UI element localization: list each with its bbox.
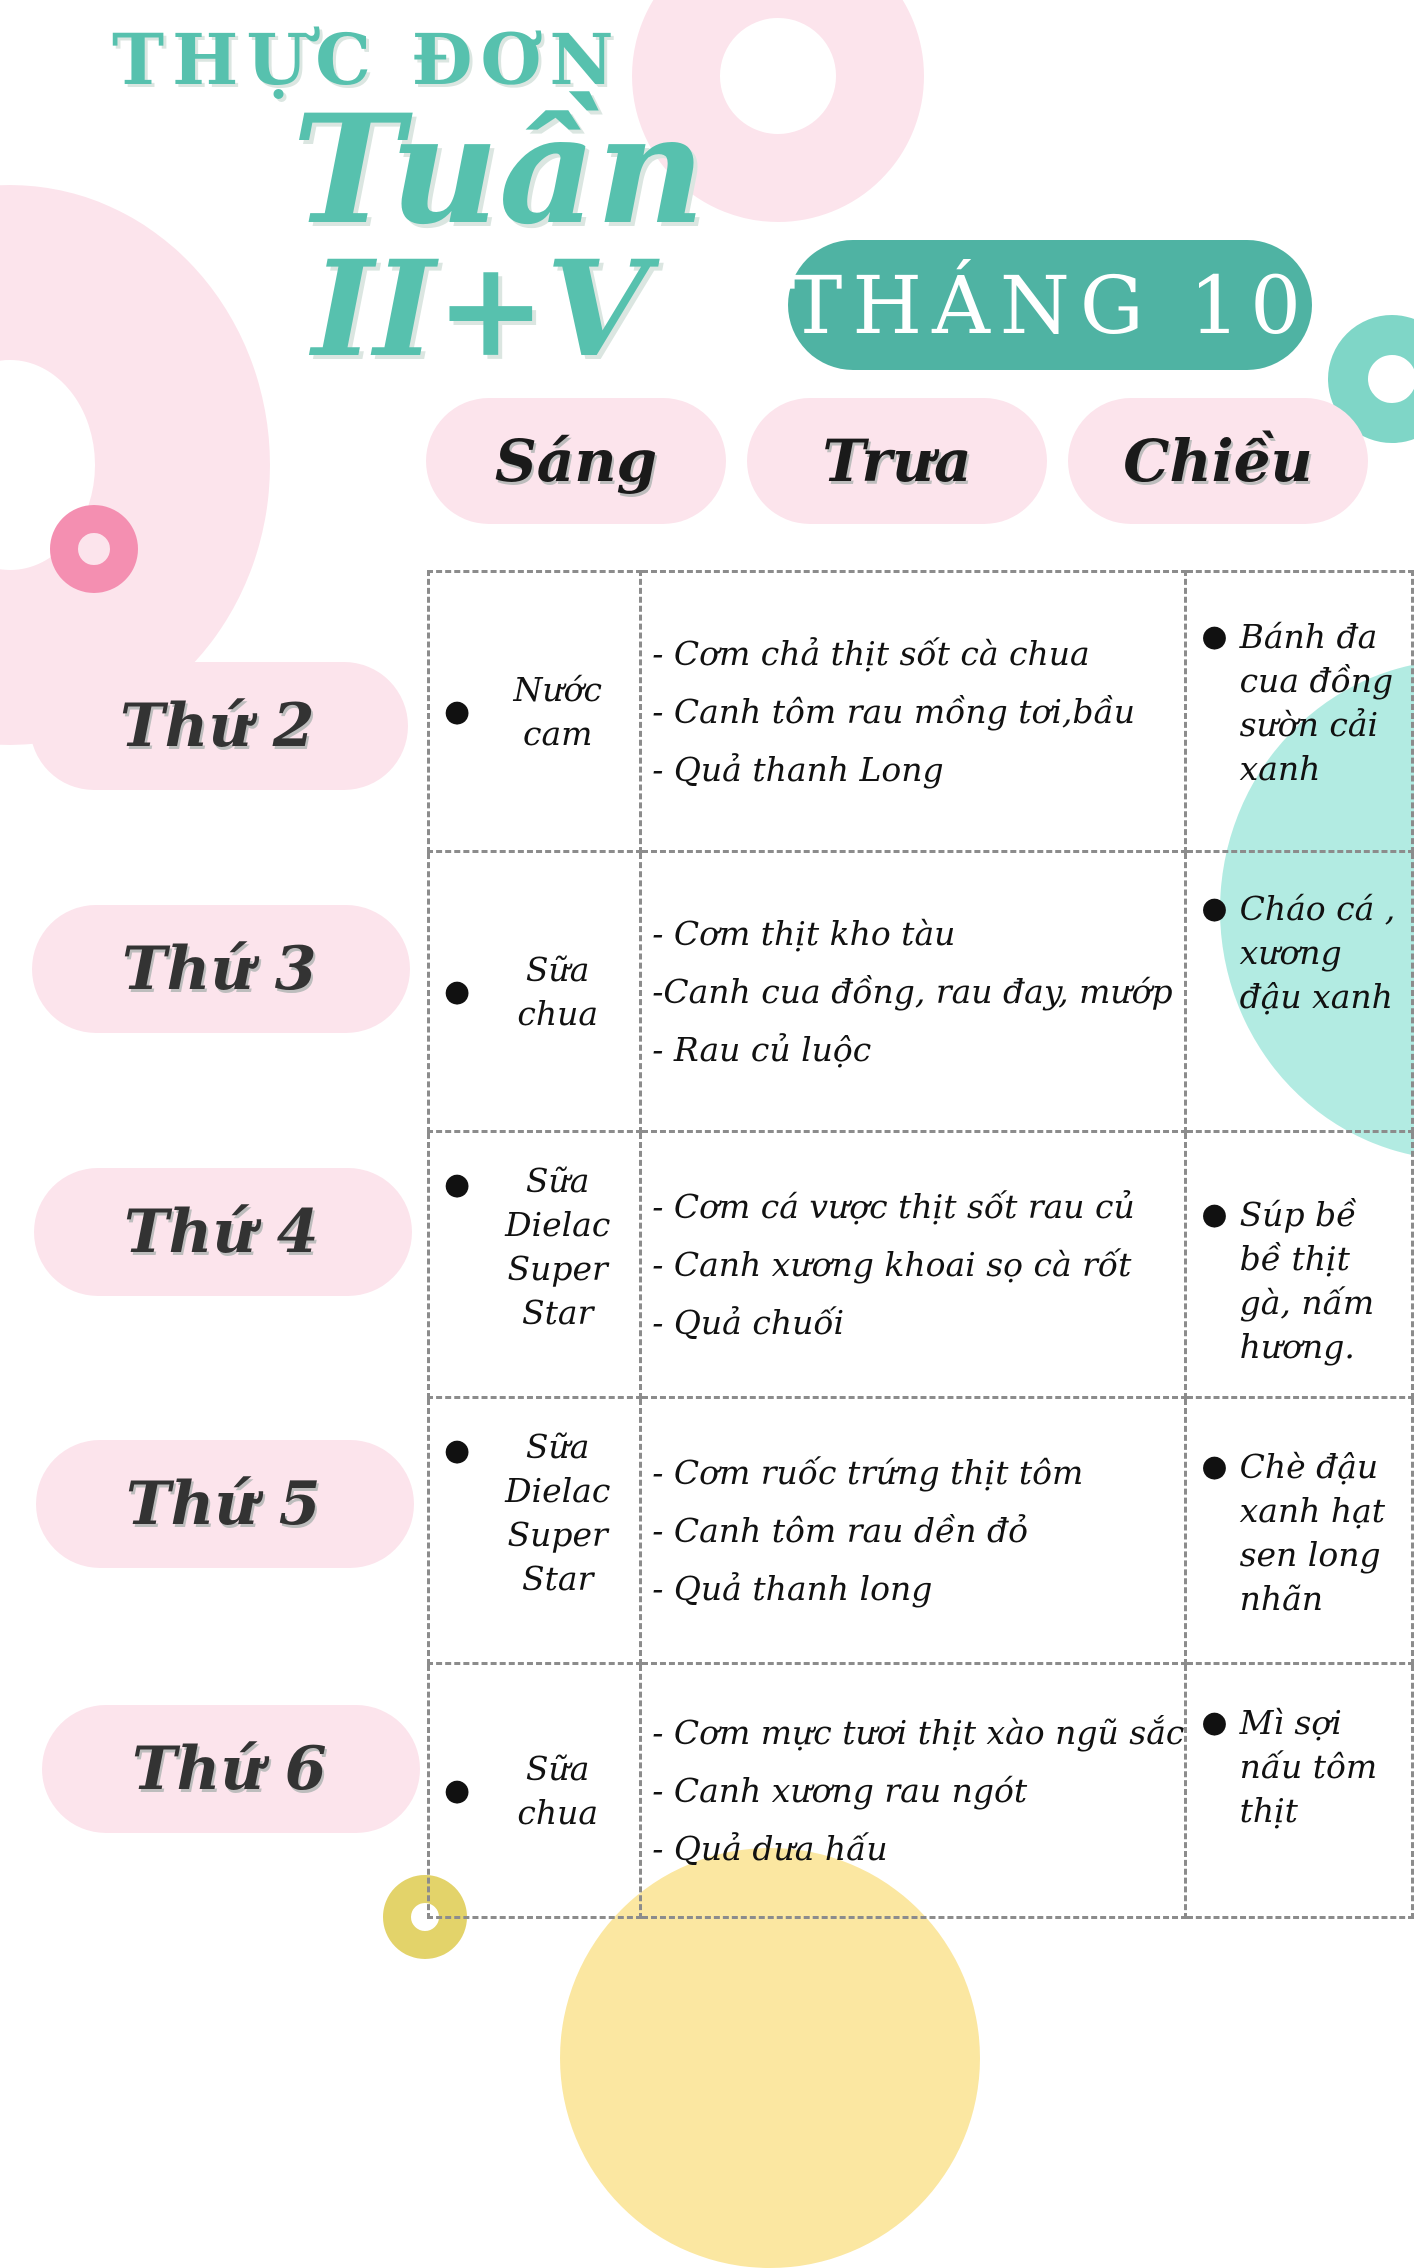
bullet-icon: ● xyxy=(1201,1197,1228,1232)
day-label-thursday xyxy=(36,1440,414,1568)
menu-title-week: Tuần xyxy=(292,82,706,258)
column-header-label: Chiều xyxy=(1123,427,1313,495)
breakfast-item: Sữa chua xyxy=(517,1748,599,1832)
lunch-cell xyxy=(641,1132,1186,1398)
lunch-item: - Cơm mực tươi thịt xào ngũ sắc xyxy=(652,1712,1185,1752)
lunch-cell xyxy=(641,1398,1186,1664)
lunch-item: - Cơm cá vược thịt sốt rau củ xyxy=(652,1186,1135,1226)
dinner-cell xyxy=(1186,1398,1413,1664)
lunch-item: - Quả thanh Long xyxy=(652,749,944,789)
pink-ring-left xyxy=(0,185,270,745)
breakfast-item: Sữa Dielac Super Star xyxy=(505,1161,611,1332)
breakfast-item: Sữa Dielac Super Star xyxy=(505,1427,611,1598)
bullet-icon: ● xyxy=(1201,1705,1228,1740)
bullet-icon: ● xyxy=(444,1433,471,1468)
pink-dot-ring xyxy=(50,505,138,593)
lunch-item: - Canh tôm rau mồng tơi,bầu xyxy=(652,691,1136,731)
column-header-label: Sáng xyxy=(494,427,658,495)
breakfast-item: Nước cam xyxy=(513,669,602,753)
lunch-cell xyxy=(641,572,1186,852)
breakfast-item: Sữa chua xyxy=(517,949,599,1033)
dinner-cell xyxy=(1186,852,1413,1132)
table-row xyxy=(429,1664,1413,1918)
dinner-cell xyxy=(1186,1132,1413,1398)
table-row xyxy=(429,852,1413,1132)
column-header-afternoon xyxy=(1068,398,1368,524)
bullet-icon: ● xyxy=(444,1167,471,1202)
menu-title-line1: THỰC ĐƠN xyxy=(112,18,622,101)
column-header-morning xyxy=(426,398,726,524)
lunch-item: - Rau củ luộc xyxy=(652,1029,872,1069)
breakfast-cell xyxy=(429,1398,641,1664)
lunch-item: - Canh xương rau ngót xyxy=(652,1770,1028,1810)
dinner-item: Súp bề bề thịt gà, nấm hương. xyxy=(1239,1195,1375,1366)
breakfast-cell xyxy=(429,852,641,1132)
bullet-icon: ● xyxy=(444,1772,471,1808)
day-label-tuesday xyxy=(32,905,410,1033)
bullet-icon: ● xyxy=(1201,1449,1228,1484)
bullet-icon: ● xyxy=(444,973,471,1009)
dinner-cell xyxy=(1186,1664,1413,1918)
day-label-wednesday xyxy=(34,1168,412,1296)
breakfast-cell xyxy=(429,572,641,852)
lunch-cell xyxy=(641,1664,1186,1918)
menu-title-week-number: II+V xyxy=(312,232,649,387)
table-row xyxy=(429,1398,1413,1664)
month-badge xyxy=(788,240,1312,370)
bullet-icon: ● xyxy=(444,693,471,729)
table-row xyxy=(429,572,1413,852)
breakfast-cell xyxy=(429,1132,641,1398)
month-label: THÁNG 10 xyxy=(788,258,1312,352)
column-header-noon xyxy=(747,398,1047,524)
lunch-item: - Canh tôm rau dền đỏ xyxy=(652,1510,1029,1550)
day-label-text: Thứ 3 xyxy=(122,934,317,1004)
day-label-friday xyxy=(42,1705,420,1833)
lunch-item: - Quả dưa hấu xyxy=(652,1828,888,1868)
lunch-item: - Quả chuối xyxy=(652,1302,845,1342)
dinner-item: Bánh đa cua đồng sườn cải xanh xyxy=(1239,617,1394,788)
lunch-item: - Cơm thịt kho tàu xyxy=(652,913,956,953)
day-label-text: Thứ 4 xyxy=(124,1197,319,1267)
dinner-cell xyxy=(1186,572,1413,852)
day-label-text: Thứ 6 xyxy=(132,1734,327,1804)
lunch-item: - Cơm chả thịt sốt cà chua xyxy=(652,633,1090,673)
day-label-text: Thứ 5 xyxy=(126,1469,321,1539)
lunch-cell xyxy=(641,852,1186,1132)
table-row xyxy=(429,1132,1413,1398)
column-header-label: Trưa xyxy=(822,427,972,495)
menu-table xyxy=(427,570,1414,1919)
dinner-item: Mì sợi nấu tôm thịt xyxy=(1239,1703,1378,1830)
breakfast-cell xyxy=(429,1664,641,1918)
lunch-item: - Canh xương khoai sọ cà rốt xyxy=(652,1244,1132,1284)
bullet-icon: ● xyxy=(1201,619,1228,654)
day-label-monday xyxy=(30,662,408,790)
bullet-icon: ● xyxy=(1201,891,1228,926)
lunch-item: - Cơm ruốc trứng thịt tôm xyxy=(652,1452,1084,1492)
lunch-item: -Canh cua đồng, rau đay, mướp xyxy=(652,971,1173,1011)
day-label-text: Thứ 2 xyxy=(120,691,315,761)
dinner-item: Cháo cá , xương đậu xanh xyxy=(1239,889,1396,1016)
dinner-item: Chè đậu xanh hạt sen long nhãn xyxy=(1239,1447,1386,1618)
lunch-item: - Quả thanh long xyxy=(652,1568,933,1608)
